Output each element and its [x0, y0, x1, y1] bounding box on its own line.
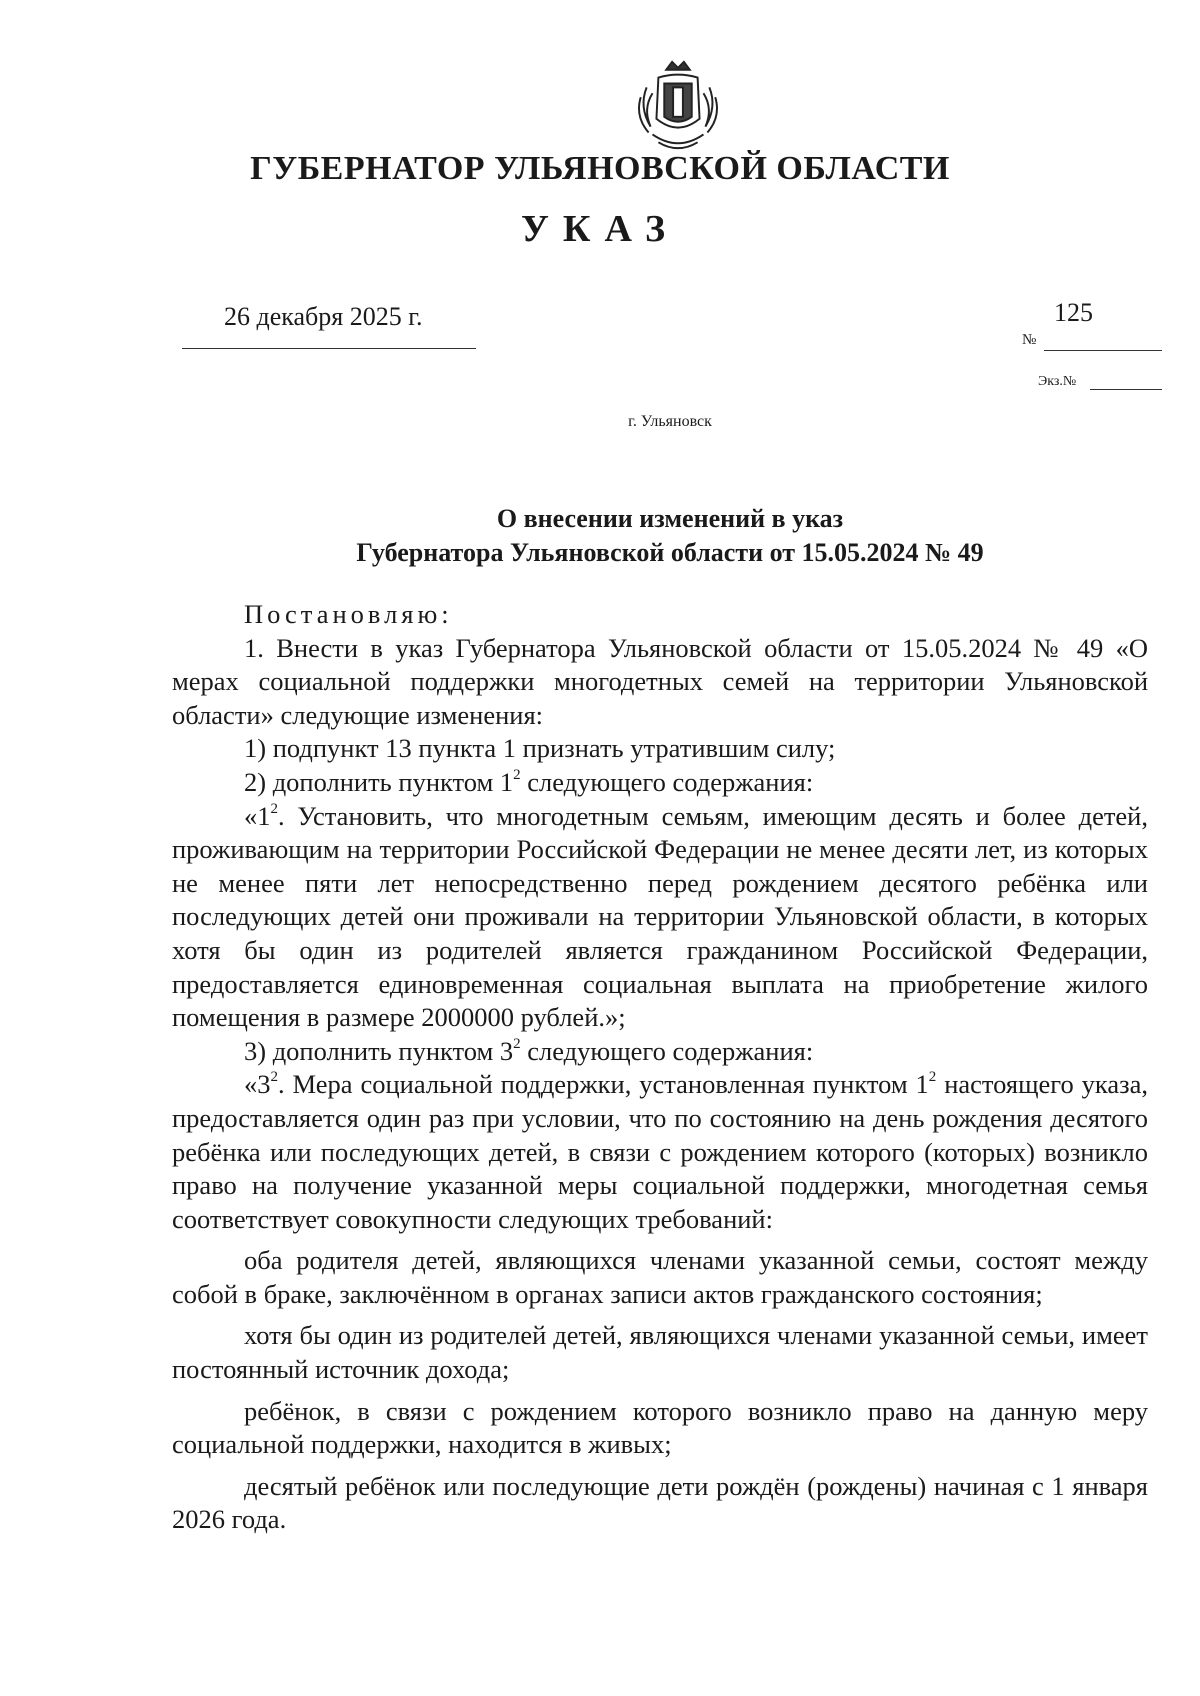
paragraph-3-text-a: 2) дополнить пунктом 1	[244, 766, 514, 797]
decree-body	[172, 598, 1148, 1537]
paragraph-4-text-a: «1	[244, 800, 271, 831]
paragraph-9: ребёнок, в связи с рождением которого возникло право на данную меру социальной поддержки, находится в живых;	[172, 1395, 1148, 1460]
paragraph-6-text-a: «3	[244, 1069, 271, 1100]
superscript: 2	[928, 1069, 937, 1086]
decree-number: 125	[1054, 298, 1093, 327]
paragraph-7: оба родителя детей, являющихся членами указанной семьи, состоят между собой в браке, заключённом в органах записи актов гражданского состояния;	[172, 1245, 1148, 1309]
paragraph-6-text-c: настоящего указа, предоставляется один раз при условии, что по состоянию на день рождения десятого ребёнка или последующих детей, в связи с рождением которого (которых) возникло право на получение указанной меры социальной поддержки, многодетная семья соответствует совокупности следующих требований:	[172, 1069, 1148, 1234]
number-underline	[1044, 350, 1162, 351]
title-line-1: О внесении изменений в указ	[496, 504, 844, 533]
paragraph-5-text-b: следующего содержания:	[520, 1035, 814, 1066]
decree-date: 26 декабря 2025 г.	[224, 302, 423, 331]
paragraph-6	[172, 1068, 1148, 1236]
superscript: 2	[270, 800, 278, 817]
copy-number-underline	[1090, 389, 1162, 390]
superscript: 2	[513, 1035, 521, 1052]
paragraph-5-text-a: 3) дополнить пунктом 3	[244, 1035, 514, 1066]
ordain-word: Постановляю:	[244, 599, 453, 629]
copy-number-label: Экз.№	[1038, 374, 1077, 389]
coat-of-arms-icon	[629, 58, 727, 156]
paragraph-5	[172, 1035, 1148, 1069]
city: г. Ульяновск	[628, 413, 712, 430]
paragraph-2: 1) подпункт 13 пункта 1 признать утратившим силу;	[244, 733, 836, 764]
number-label: №	[1022, 332, 1037, 348]
date-underline	[182, 348, 476, 349]
paragraph-3	[172, 766, 1148, 800]
paragraph-4-text-b: . Установить, что многодетным семьям, имеющим десять и более детей, проживающим на территории Российской Федерации не менее десяти лет, из которых не менее пяти лет непосредственно перед рождением десятого ребёнка или последующих детей они проживали на территории Ульяновской области, в которых хотя бы один из родителей является гражданином Российской Федерации, предоставляется единовременная социальная выплата на приобретение жилого помещения в размере 2000000 рублей.»;	[172, 800, 1148, 1033]
issuing-authority: ГУБЕРНАТОР УЛЬЯНОВСКОЙ ОБЛАСТИ	[250, 150, 950, 187]
paragraph-6-text-b: . Мера социальной поддержки, установленная пунктом 1	[278, 1069, 929, 1100]
superscript: 2	[513, 766, 521, 783]
superscript: 2	[270, 1069, 278, 1086]
paragraph-10: десятый ребёнок или последующие дети рождён (рождены) начиная с 1 января 2026 года.	[172, 1470, 1148, 1535]
paragraph-3-text-b: следующего содержания:	[520, 766, 814, 797]
title-line-2: Губернатора Ульяновской области от 15.05.2024 № 49	[356, 538, 984, 567]
decree-title	[0, 502, 1200, 570]
document-type: УКАЗ	[521, 208, 679, 250]
paragraph-4	[172, 800, 1148, 1035]
paragraph-1: 1. Внести в указ Губернатора Ульяновской области от 15.05.2024 № 49 «О мерах социальной поддержки многодетных семей на территории Ульяновской области» следующие изменения:	[172, 632, 1148, 730]
paragraph-8: хотя бы один из родителей детей, являющихся членами указанной семьи, имеет постоянный источник дохода;	[172, 1320, 1148, 1385]
